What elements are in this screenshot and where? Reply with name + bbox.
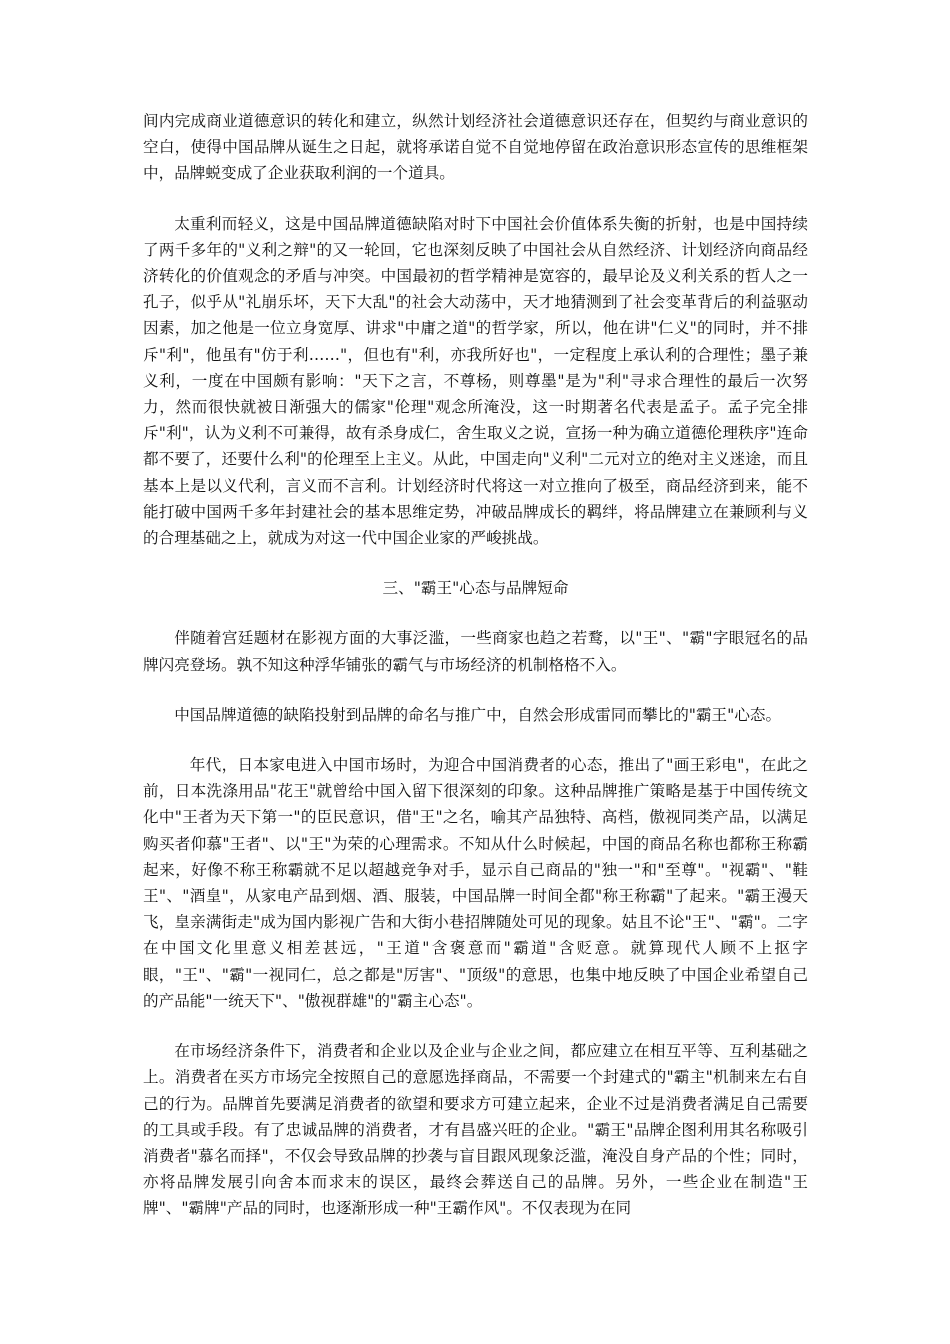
section-heading: 三、"霸王"心态与品牌短命 — [382, 579, 569, 598]
paragraph-palace-theme: 伴随着宫廷题材在影视方面的大事泛滥，一些商家也趋之若鹜，以"王"、"霸"字眼冠名的品牌闪亮登场。孰不知这种浮华铺张的霸气与市场经济的机制格格不入。 — [143, 629, 808, 674]
paragraph-defect-projection: 中国品牌道德的缺陷投射到品牌的命名与推广中，自然会形成雷同而攀比的"霸王"心态。 — [174, 705, 782, 724]
paragraph-market-economy: 在市场经济条件下，消费者和企业以及企业与企业之间，都应建立在相互平等、互利基础之上。消费者在买方市场完全按照自己的意愿选择商品，不需要一个封建式的"霸主"机制来左右自己的行为。品牌首先要满足消费者的欲望和要求方可建立起来，企业不过是消费者满足自己需要的工具或手段。有了忠诚品牌的消费者，才有昌盛兴旺的企业。"霸王"品牌企图利用其名称吸引消费者"慕名而择"，不仅会导致品牌的抄袭与盲目跟风现象泛滥，淹没自身产品的个性；同时，亦将品牌发展引向舍本而求末的误区，最终会葬送自己的品牌。另外，一些企业在制造"王牌"、"霸牌"产品的同时，也逐渐形成一种"王霸作风"。不仅表现为在同 — [143, 1042, 808, 1218]
document-page — [143, 108, 808, 1246]
paragraph-japanese-brands: 年代，日本家电进入中国市场时，为迎合中国消费者的心态，推出了"画王彩电"，在此之前，日本洗涤用品"花王"就曾给中国入留下很深刻的印象。这种品牌推广策略是基于中国传统文化中"王者为天下第一"的臣民意识，借"王"之名，喻其产品独特、高档，傲视同类产品，以满足购买者仰慕"王者"、以"王"为荣的心理需求。不知从什么时候起，中国的商品名称也都称王称霸起来，好像不称王称霸就不足以超越竞争对手，显示自己商品的"独一"和"至尊"。"视霸"、"鞋王"、"酒皇"，从家电产品到烟、酒、服装，中国品牌一时间全都"称王称霸"了起来。"霸王漫天飞，皇亲满街走"成为国内影视广告和大街小巷招牌随处可见的现象。姑且不论"王"、"霸"。二字在中国文化里意义相差甚远，"王道"含褒意而"霸道"含贬意。就算现代人顾不上抠字眼，"王"、"霸"一视同仁，总之都是"厉害"、"顶级"的意思，也集中地反映了中国企业希望自己的产品能"一统天下"、"傲视群雄"的"霸主心态"。 — [143, 756, 808, 1010]
paragraph-continuation: 间内完成商业道德意识的转化和建立，纵然计划经济社会道德意识还存在，但契约与商业意识的空白，使得中国品牌从诞生之日起，就将承诺自觉不自觉地停留在政治意识形态宣传的思维框架中，品牌蜕变成了企业获取利润的一个道具。 — [143, 112, 808, 183]
paragraph-yili: 太重利而轻义，这是中国品牌道德缺陷对时下中国社会价值体系失衡的折射，也是中国持续了两千多年的"义利之辩"的又一轮回，它也深刻反映了中国社会从自然经济、计划经济向商品经济转化的价值观念的矛盾与冲突。中国最初的哲学精神是宽容的，最早论及义利关系的哲人之一孔子，似乎从"礼崩乐坏，天下大乱"的社会大动荡中，天才地猜测到了社会变革背后的利益驱动因素，加之他是一位立身宽厚、讲求"中庸之道"的哲学家，所以，他在讲"仁义"的同时，并不排斥"利"，他虽有"仿于利……"，但也有"利，亦我所好也"，一定程度上承认利的合理性；墨子兼义利，一度在中国颇有影响："天下之言，不尊杨，则尊墨"是为"利"寻求合理性的最后一次努力，然而很快就被日渐强大的儒家"伦理"观念所淹没，这一时期著名代表是孟子。孟子完全排斥"利"，认为义利不可兼得，故有杀身成仁，舍生取义之说，宣扬一种为确立道德伦理秩序"连命都不要了，还要什么利"的伦理至上主义。从此，中国走向"义利"二元对立的绝对主义迷途，而且基本上是以义代利，言义而不言利。计划经济时代将这一对立推向了极至，商品经济到来，能不能打破中国两千多年封建社会的基本思维定势，冲破品牌成长的羁绊，将品牌建立在兼顾利与义的合理基础之上，就成为对这一代中国企业家的严峻挑战。 — [143, 214, 808, 548]
